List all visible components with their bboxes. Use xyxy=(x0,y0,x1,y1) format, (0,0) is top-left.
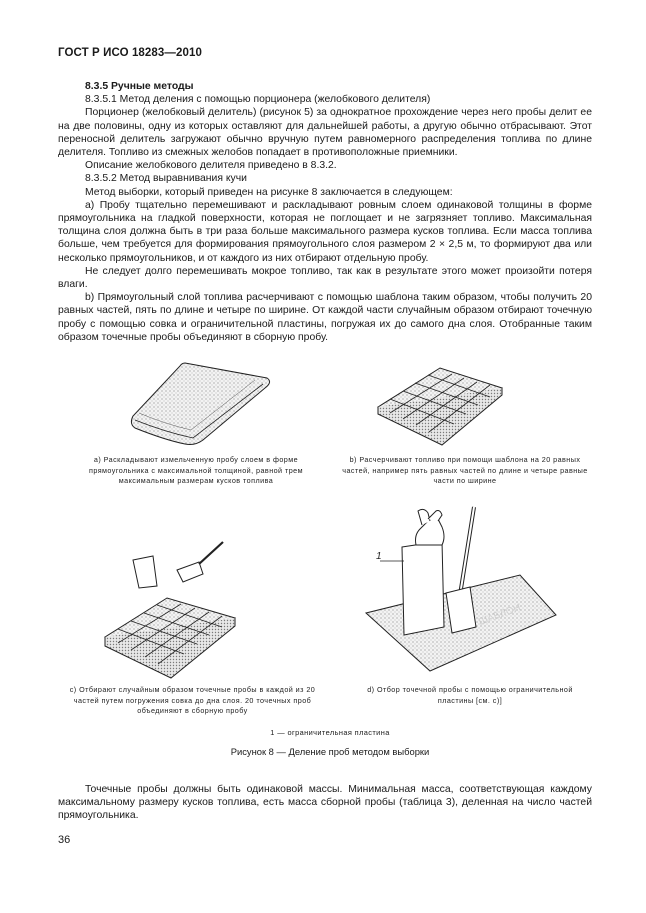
figure-c-sampling-scoop xyxy=(95,540,245,680)
figure-title: Рисунок 8 — Деление проб методом выборки xyxy=(230,746,430,757)
scoop-icon xyxy=(177,542,223,582)
figure-legend: 1 — ограничительная пластина xyxy=(270,728,390,737)
shovel-icon xyxy=(446,507,476,633)
closing-text xyxy=(58,783,592,823)
figure-b-gridded-pile xyxy=(370,362,510,442)
hand-icon xyxy=(416,509,445,545)
paragraph: Точечные пробы должны быть одинаковой массы. Минимальная масса, соответствующая каждому максимальному размеру кусков топлива, есть масса сборной пробы (таблица 3), деленная на число частей прямоугольника. xyxy=(58,784,592,822)
section-text xyxy=(58,80,592,344)
section-heading: 8.3.5 Ручные методы xyxy=(85,81,194,92)
caption-c: с) Отбирают случайным образом точечные пробы в каждой из 20 частей путем погружения совка до дна слоя. 20 точечных проб объединяют в сборную пробу xyxy=(69,685,316,716)
paragraph: 8.3.5.2 Метод выравнивания кучи xyxy=(85,173,247,185)
caption-b: b) Расчерчивают топливо при помощи шаблона на 20 равных частей, например пять равных частей по длине и четыре равные части по ширине xyxy=(342,455,588,486)
figure-d-plate-sampling xyxy=(360,505,560,675)
paragraph: 8.3.5.1 Метод деления с помощью порционера (желобкового делителя) xyxy=(85,94,431,106)
paragraph: a) Пробу тщательно перемешивают и раскладывают ровным слоем одинаковой толщины в форме прямоугольника на гладкой поверхности, которая не поглощает и не загрязняет топливо. Максимальная толщина слоя должна быть в три раза больше максимального размера кусков топлива. Если масса топлива больше, чем требуется для формирования прямоугольного слоя размером 2 × 2,5 м, то формируют два или несколько прямоугольников, и от каждого из них отбирают отдельную пробу. xyxy=(58,199,592,264)
paragraph: b) Прямоугольный слой топлива расчерчивают с помощью шаблона таким образом, чтобы получить 20 равных частей, пять по длине и четыре по ширине. От каждой части случайным образом отбирают точечную пробу с помощью совка и ограничительной пластины, погружая их до самого дна слоя. Отобранные таким образом точечные пробы объединяют в сборную пробу. xyxy=(58,292,592,343)
svg-text:ШАБЛОН: ШАБЛОН xyxy=(477,602,523,628)
caption-a: а) Раскладывают измельченную пробу слоем в форме прямоугольника с максимальной толщиной, равной трем максимальным размерам кусков топлива xyxy=(88,455,303,486)
document-header: ГОСТ Р ИСО 18283—2010 xyxy=(58,47,203,59)
paragraph: Порционер (желобковый делитель) (рисунок 5) за однократное прохождение через него пробы делит ее на две половины, одну из которых оставляют для дальнейшей работы, а другую обычно отбрасывают. Этот переносной делитель загружают обычно вручную путем равномерного распределения топлива по длине делителя. Топливо из смежных желобов попадает в противоположные приемники. xyxy=(58,107,592,159)
callout-number: 1 xyxy=(376,551,382,562)
caption-d: d) Отбор точечной пробы с помощью ограничительной пластины [см. с)] xyxy=(367,685,573,705)
paragraph: Метод выборки, который приведен на рисунке 8 заключается в следующем: xyxy=(85,186,453,198)
paragraph: Описание желобкового делителя приведено в 8.3.2. xyxy=(85,160,337,172)
paragraph: Не следует долго перемешивать мокрое топливо, так как в результате этого может произойти потеря влаги. xyxy=(58,265,592,291)
restriction-plate-icon xyxy=(402,541,444,635)
figure-a-flat-pile xyxy=(125,358,275,448)
page-number: 36 xyxy=(58,834,71,846)
plate-icon xyxy=(133,556,157,588)
